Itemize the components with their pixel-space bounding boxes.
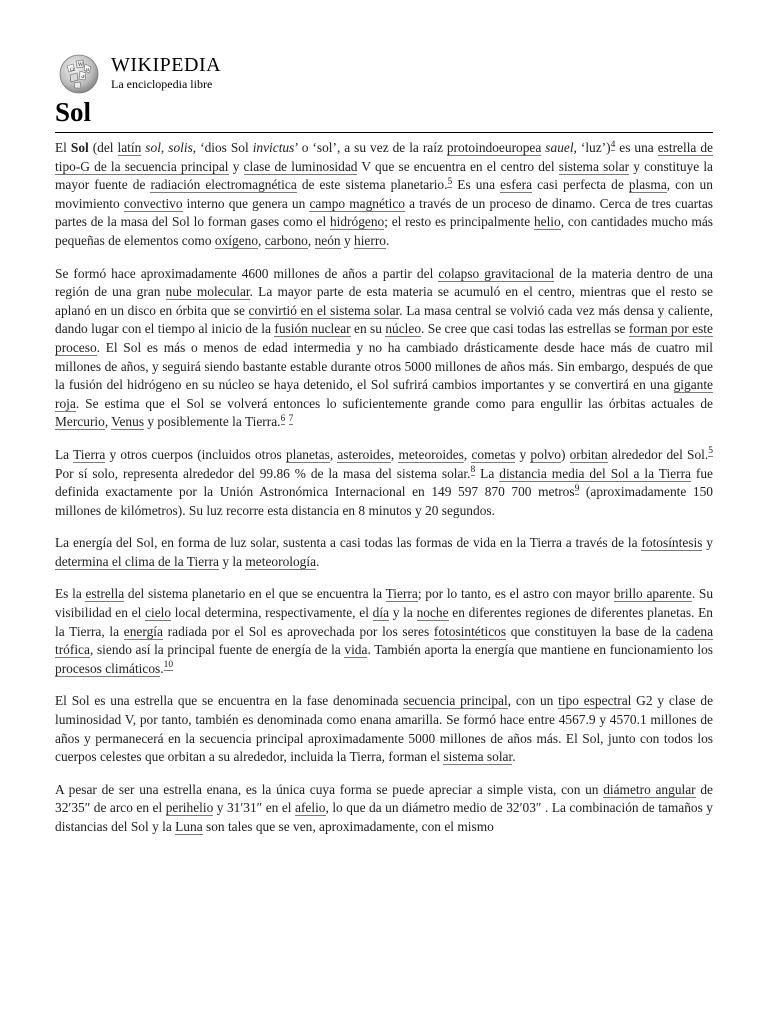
- text: .: [160, 660, 164, 676]
- link-tierra[interactable]: Tierra: [385, 586, 418, 602]
- text: que constituyen la base de la: [506, 623, 676, 639]
- wikipedia-header: [55, 50, 713, 96]
- text: ,: [307, 232, 315, 248]
- link-estrella[interactable]: estrella: [85, 586, 125, 602]
- link-formacion-estelar[interactable]: forman por este proceso: [55, 321, 713, 355]
- text: La energía del Sol, en forma de luz solar, sustenta a casi todas las formas de vida en la Tierra a través de la: [55, 535, 642, 551]
- wordmark-middle: IKIPEDI: [130, 54, 207, 76]
- text: local determina, respectivamente, el: [171, 605, 373, 621]
- link-procesos-climaticos[interactable]: procesos climáticos: [55, 660, 161, 676]
- link-cometas[interactable]: cometas: [471, 446, 516, 462]
- text: ,: [329, 446, 338, 462]
- link-cielo[interactable]: cielo: [145, 605, 172, 621]
- text: de 32′35″ de arco en el: [55, 781, 713, 816]
- link-planetas[interactable]: planetas: [285, 446, 330, 462]
- link-colapso-gravitacional[interactable]: colapso gravitacional: [438, 265, 555, 281]
- link-latin[interactable]: latín: [117, 140, 142, 155]
- article-paragraph-5: [55, 585, 713, 678]
- italic-sol: sol: [145, 140, 161, 155]
- text: de este sistema planetario.: [296, 177, 448, 193]
- text: , ‘dios Sol: [192, 140, 253, 155]
- link-nube-molecular[interactable]: nube molecular: [165, 284, 250, 300]
- wikipedia-wordmark[interactable]: [111, 54, 221, 77]
- link-perihelio[interactable]: perihelio: [165, 800, 214, 816]
- text: G2 y clase de luminosidad V, por tanto, también es denominada como enana amarilla. Se formó hace entre 4567.9 y 4570.1 millones de años y permanecerá en la secuencia principal aproximadamente 5000 millones de años más. El Sol, junto con todos los cuerpos celestes que orbitan a su alrededor, incluida la Tierra, forman el: [55, 693, 714, 765]
- text: A pesar de ser una estrella enana, es la única cuya forma se puede apreciar a simple vista, con un: [55, 781, 604, 797]
- link-neon[interactable]: neón: [314, 232, 341, 248]
- text: .: [385, 232, 390, 248]
- link-formacion-sistema-solar[interactable]: convirtió en el sistema solar: [248, 302, 400, 318]
- link-cadena-trofica[interactable]: cadena trófica: [55, 623, 714, 658]
- italic-solis: solis: [168, 140, 193, 155]
- link-convectivo[interactable]: convectivo: [123, 195, 183, 211]
- article-paragraph-2: [55, 265, 713, 432]
- citation-link[interactable]: 10: [163, 660, 174, 671]
- text: en su: [350, 321, 386, 337]
- text: ,: [390, 446, 399, 462]
- link-gigante-roja[interactable]: gigante roja: [55, 377, 713, 411]
- link-esfera[interactable]: esfera: [500, 177, 533, 193]
- text: , con un: [507, 693, 559, 709]
- text: y otros cuerpos (incluidos otros: [105, 446, 286, 462]
- text: . El Sol es más o menos de edad intermedia y no ha cambiado drásticamente desde hace más de cuatro mil millones de años, y seguirá siendo bastante estable durante otros 5000 millones de años más. Sin embargo, después de que la fusión del hidrógeno en su núcleo se haya detenido, el Sol sufrirá cambios importantes y se convertirá en una: [55, 339, 713, 393]
- text: y: [702, 535, 713, 551]
- text: V que se encuentra en el centro del: [357, 158, 559, 174]
- link-vida[interactable]: vida: [344, 642, 368, 658]
- link-energia[interactable]: energía: [123, 623, 163, 639]
- link-meteorologia[interactable]: meteorología: [245, 553, 317, 569]
- text: ,: [258, 232, 265, 248]
- link-mercurio[interactable]: Mercurio: [55, 414, 105, 430]
- text: . También aporta la energía que mantiene en funcionamiento los: [367, 642, 713, 658]
- text: a través de un proceso de dinamo. Cerca de tres cuartas partes de la masa del Sol lo forman gases como el: [55, 195, 713, 230]
- link-polvo[interactable]: polvo: [530, 446, 561, 462]
- text: fue definida exactamente por la Unión Astronómica Internacional en 149 597 870 700 metros: [55, 465, 713, 500]
- link-sistema-solar[interactable]: sistema solar: [558, 158, 630, 174]
- text: . La masa central se volvió cada vez más densa y caliente, dando lugar con el tiempo al inicio de la: [55, 302, 714, 337]
- svg-text:Ω: Ω: [70, 67, 75, 73]
- italic-invictus: invictus: [252, 140, 295, 155]
- link-tipo-espectral[interactable]: tipo espectral: [558, 693, 632, 709]
- text: Se formó hace aproximadamente 4600 millones de años a partir del: [55, 265, 439, 281]
- citation-link[interactable]: 4: [610, 139, 616, 150]
- svg-text:и: и: [86, 67, 90, 73]
- text: y la: [389, 605, 417, 621]
- text: El Sol es una estrella que se encuentra en la fase denominada: [55, 693, 404, 709]
- link-fotosintesis[interactable]: fotosíntesis: [641, 535, 703, 551]
- link-luna[interactable]: Luna: [175, 819, 203, 834]
- text: y 31′31″ en el: [213, 800, 296, 816]
- link-orbitan[interactable]: orbitan: [569, 446, 608, 462]
- article-paragraph-7: [55, 781, 713, 837]
- text: de la materia dentro de una región de una gran: [55, 265, 714, 300]
- link-sistema-solar[interactable]: sistema solar: [443, 749, 513, 765]
- text: ; por lo tanto, es el astro con mayor: [417, 586, 614, 602]
- text: del sistema planetario en el que se encuentra la: [124, 586, 386, 602]
- citation-link[interactable]: 5: [447, 176, 453, 187]
- text: ): [560, 446, 570, 462]
- text: ,: [463, 446, 472, 462]
- link-radiacion-electromagnetica[interactable]: radiación electromagnética: [150, 177, 297, 193]
- text: casi perfecta de: [532, 177, 629, 193]
- text: y: [228, 158, 244, 174]
- svg-text:ي: ي: [81, 73, 85, 79]
- link-hidrogeno[interactable]: hidrógeno: [329, 214, 385, 230]
- link-venus[interactable]: Venus: [111, 414, 145, 430]
- link-secuencia-principal[interactable]: secuencia principal: [403, 693, 508, 709]
- article-paragraph-4: [55, 534, 713, 571]
- text: . Se estima que el Sol se volverá entonces lo suficientemente grande como para engullir las órbitas actuales de: [75, 395, 713, 411]
- link-hierro[interactable]: hierro: [354, 232, 386, 248]
- citation-10[interactable]: [164, 660, 174, 671]
- link-nucleo[interactable]: núcleo: [385, 321, 422, 337]
- text: ’ o ‘sol’, a su vez de la raíz: [294, 140, 447, 155]
- wikipedia-tagline: La enciclopedia libre: [111, 77, 213, 91]
- link-fotosinteticos[interactable]: fotosintéticos: [433, 623, 507, 639]
- article-paragraph-3: [55, 446, 713, 520]
- link-afelio[interactable]: afelio: [295, 800, 326, 816]
- text: alrededor del Sol.: [607, 446, 709, 462]
- wordmark-initial: W: [111, 54, 131, 76]
- link-oxigeno[interactable]: oxígeno: [214, 232, 259, 248]
- text: ,: [104, 414, 112, 430]
- text: , ‘luz’): [573, 140, 611, 155]
- link-brillo-aparente[interactable]: brillo aparente: [613, 586, 692, 602]
- text: ,: [160, 140, 169, 155]
- text: son tales que se ven, aproximadamente, con el mismo: [202, 819, 494, 834]
- text: radiada por el Sol es aprovechada por los seres: [162, 623, 434, 639]
- text: y: [340, 232, 354, 248]
- link-plasma[interactable]: plasma: [628, 177, 667, 193]
- text: ; el resto es principalmente: [384, 214, 534, 230]
- link-campo-magnetico[interactable]: campo magnético: [309, 195, 406, 211]
- text: interno que genera un: [182, 195, 310, 211]
- citation-5[interactable]: [708, 446, 713, 457]
- text: . Su visibilidad en el: [55, 586, 714, 621]
- link-dia[interactable]: día: [372, 605, 390, 621]
- text: Por sí solo, representa alrededor del 99.86 % de la masa del sistema solar.: [55, 465, 471, 481]
- text: , lo que da un diámetro medio de 32′03″ . La combinación de tamaños y distancias del Sol y la: [55, 800, 713, 834]
- citation-link[interactable]: 8: [470, 465, 476, 476]
- text: (aproximadamente 150 millones de kilómetros). Su luz recorre esta distancia en 8 minutos y 20 segundos.: [55, 484, 713, 518]
- page: [55, 50, 713, 851]
- citation-link[interactable]: 7: [288, 413, 294, 424]
- link-fusion-nuclear[interactable]: fusión nuclear: [274, 321, 351, 337]
- text: , siendo así la principal fuente de energía de la: [89, 642, 345, 658]
- link-tierra[interactable]: Tierra: [73, 446, 106, 462]
- link-noche[interactable]: noche: [416, 605, 449, 621]
- link-asteroides[interactable]: asteroides: [337, 446, 391, 462]
- svg-text:W: W: [78, 62, 84, 68]
- link-clima-tierra[interactable]: determina el clima de la Tierra: [55, 553, 219, 569]
- text: y la: [218, 553, 246, 569]
- text: y posiblemente la Tierra.: [144, 414, 281, 430]
- link-meteoroides[interactable]: meteoroides: [398, 446, 464, 462]
- link-clase-luminosidad[interactable]: clase de luminosidad: [243, 158, 358, 174]
- text: y: [515, 446, 531, 462]
- text: . La mayor parte de esta materia se acumuló en el centro, mientras que el resto se aplanó en un disco en órbita que se: [55, 284, 713, 318]
- link-diametro-angular[interactable]: diámetro angular: [603, 781, 696, 797]
- citation-link[interactable]: 6: [280, 413, 286, 424]
- text: en diferentes regiones de diferentes planetas. En la Tierra, la: [55, 605, 713, 639]
- text: .: [316, 553, 320, 569]
- citation-link[interactable]: 5: [708, 446, 713, 457]
- text: .: [512, 749, 516, 765]
- link-helio[interactable]: helio: [533, 214, 561, 230]
- link-estrella-tipo-g[interactable]: estrella de tipo-G de la secuencia principal: [55, 140, 713, 174]
- text: . Se cree que casi todas las estrellas se: [421, 321, 629, 337]
- text: La: [55, 446, 74, 462]
- link-carbono[interactable]: carbono: [264, 232, 308, 248]
- text: La: [475, 465, 500, 481]
- text: Es la: [55, 586, 86, 602]
- text: Es una: [452, 177, 501, 193]
- article-paragraph-1: [55, 139, 713, 251]
- text: es una: [615, 140, 658, 155]
- text: , con un movimiento: [55, 177, 713, 211]
- text: y constituye la mayor fuente de: [55, 158, 713, 193]
- link-distancia-media[interactable]: distancia media del Sol a la Tierra: [499, 465, 691, 481]
- citation-7[interactable]: [289, 414, 294, 425]
- citation-link[interactable]: 9: [574, 483, 580, 494]
- italic-sauel: sauel: [545, 140, 574, 155]
- wordmark-final: A: [206, 54, 222, 76]
- text: , con cantidades mucho más pequeñas de elementos como: [55, 214, 714, 248]
- text: El: [55, 140, 71, 155]
- bold-term-sol: Sol: [70, 140, 89, 155]
- article-title: Sol: [55, 96, 713, 133]
- wikipedia-globe-icon[interactable]: [55, 52, 103, 94]
- link-protoindoeuropea[interactable]: protoindoeuropea: [446, 140, 542, 155]
- article-paragraph-6: [55, 692, 713, 766]
- text: (del: [88, 140, 118, 155]
